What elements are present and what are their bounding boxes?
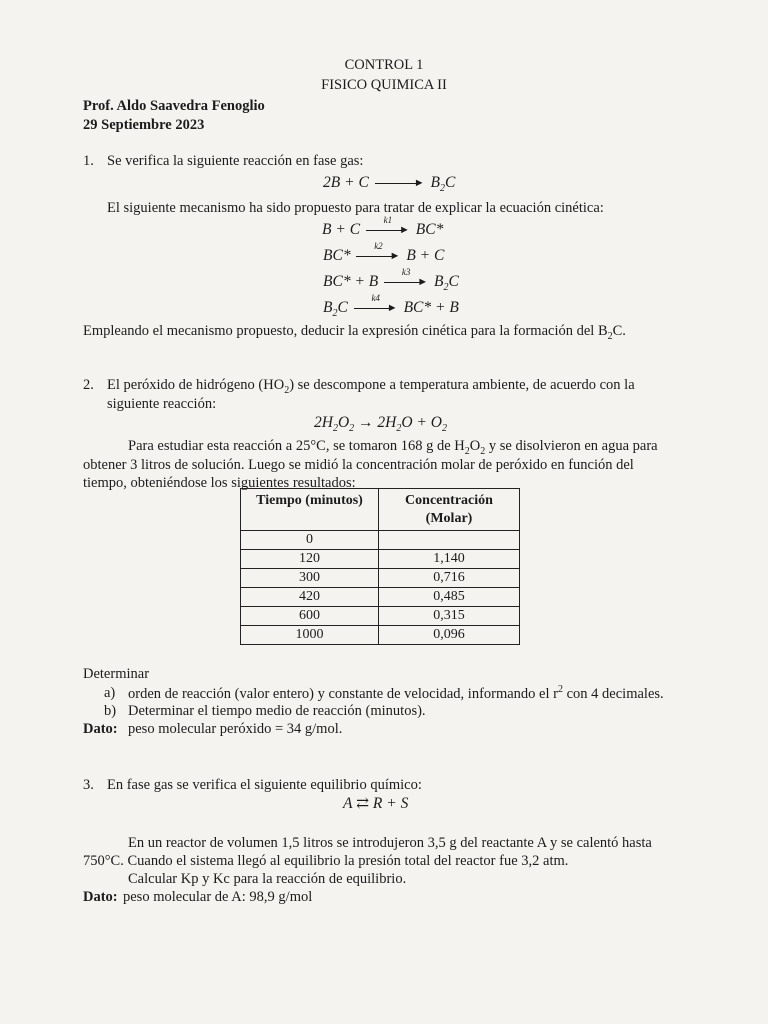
q3-dato-text: peso molecular de A: 98,9 g/mol [123,889,313,905]
k3-label: k3 [401,267,411,278]
q2-para-line3: tiempo, obteniéndose los siguientes resultados: [83,475,356,491]
time-cell: 1000 [241,626,379,645]
q2-a-label: a) [104,685,116,701]
q2-dato-text: peso molecular peróxido = 34 g/mol. [128,721,343,737]
conc-cell: 0,716 [379,569,520,588]
time-cell: 120 [241,550,379,569]
q2-intro-line1: El peróxido de hidrógeno $(HO_2)$ se descompone a temperatura ambiente, de acuerdo con la [107,377,635,396]
course-title: FISICO QUIMICA II [321,77,447,93]
q3-dato-label: Dato: [83,889,118,905]
q3-para-line1: En un reactor de volumen 1,5 litros se introdujeron 3,5 g del reactante A y se calentó hasta [128,835,652,851]
q1-reaction: 2B + C ► $B_2C$ [323,174,456,195]
q1-number: 1. [83,153,94,169]
table-row [241,607,520,626]
table-row [241,531,520,550]
professor-name: Prof. Aldo Saavedra Fenoglio [83,98,265,114]
mechanism-step-3: BC* + B k3 ► $B_2C$ [323,267,459,294]
q2-para-line2: obtener 3 litros de solución. Luego se midió la concentración molar de peróxido en función del [83,457,634,473]
q2-number: 2. [83,377,94,393]
conc-cell: 0,315 [379,607,520,626]
q2-b-label: b) [104,703,117,719]
k2-label: k2 [374,241,383,252]
table-row [241,626,520,645]
q3-number: 3. [83,777,94,793]
q1-mechanism-intro: El siguiente mecanismo ha sido propuesto para tratar de explicar la ecuación cinética: [107,200,604,216]
exam-date: 29 Septiembre 2023 [83,117,205,133]
time-cell: 600 [241,607,379,626]
table-row [241,569,520,588]
col-header-time: Tiempo (minutos) [241,489,379,531]
k4-label: k4 [371,293,380,304]
time-cell: 0 [241,531,379,550]
mechanism-step-4: $B_2C$ k4 ► BC* + B [323,293,459,320]
q3-intro: En fase gas se verifica el siguiente equilibrio químico: [107,777,422,793]
q3-equilibrium: A ⇄ R + S [343,795,409,812]
conc-cell: 1,140 [379,550,520,569]
col-header-concentration: Concentración (Molar) [379,489,520,531]
conc-cell: 0,096 [379,626,520,645]
mechanism-step-1: B + C k1 ► BC* [322,215,444,238]
q2-dato-label: Dato: [83,721,118,737]
conc-cell [379,531,520,550]
conc-cell: 0,485 [379,588,520,607]
time-cell: 300 [241,569,379,588]
q2-reaction: $2H_2O_2 \to 2H_2O + O_2$ [314,414,447,435]
k1-label: k1 [383,215,393,226]
q2-a-text: orden de reacción (valor entero) y constante de velocidad, informando el $r^2$ con 4 decimales. [128,684,664,702]
q2-intro-line2: siguiente reacción: [107,396,217,412]
q2-determinar: Determinar [83,666,150,682]
concentration-table [240,488,520,645]
q3-para-line2: 750°C. Cuando el sistema llegó al equilibrio la presión total del reactor fue 3,2 atm. [83,853,569,869]
q1-intro: Se verifica la siguiente reacción en fase gas: [107,153,364,169]
q2-b-text: Determinar el tiempo medio de reacción (minutos). [128,703,426,719]
mechanism-step-2: BC* k2 ► B + C [323,241,445,264]
q1-task: Empleando el mecanismo propuesto, deducir la expresión cinética para la formación del $B_2C$. [83,323,626,342]
time-cell: 420 [241,588,379,607]
table-row [241,588,520,607]
q3-para-line3: Calcular Kp y Kc para la reacción de equilibrio. [128,871,407,887]
q2-para-line1: Para estudiar esta reacción a 25°C, se tomaron 168 g de $H_2O_2$ y se disolvieron en agua para [128,438,658,457]
table-row [241,550,520,569]
page-title: CONTROL 1 [344,57,424,73]
